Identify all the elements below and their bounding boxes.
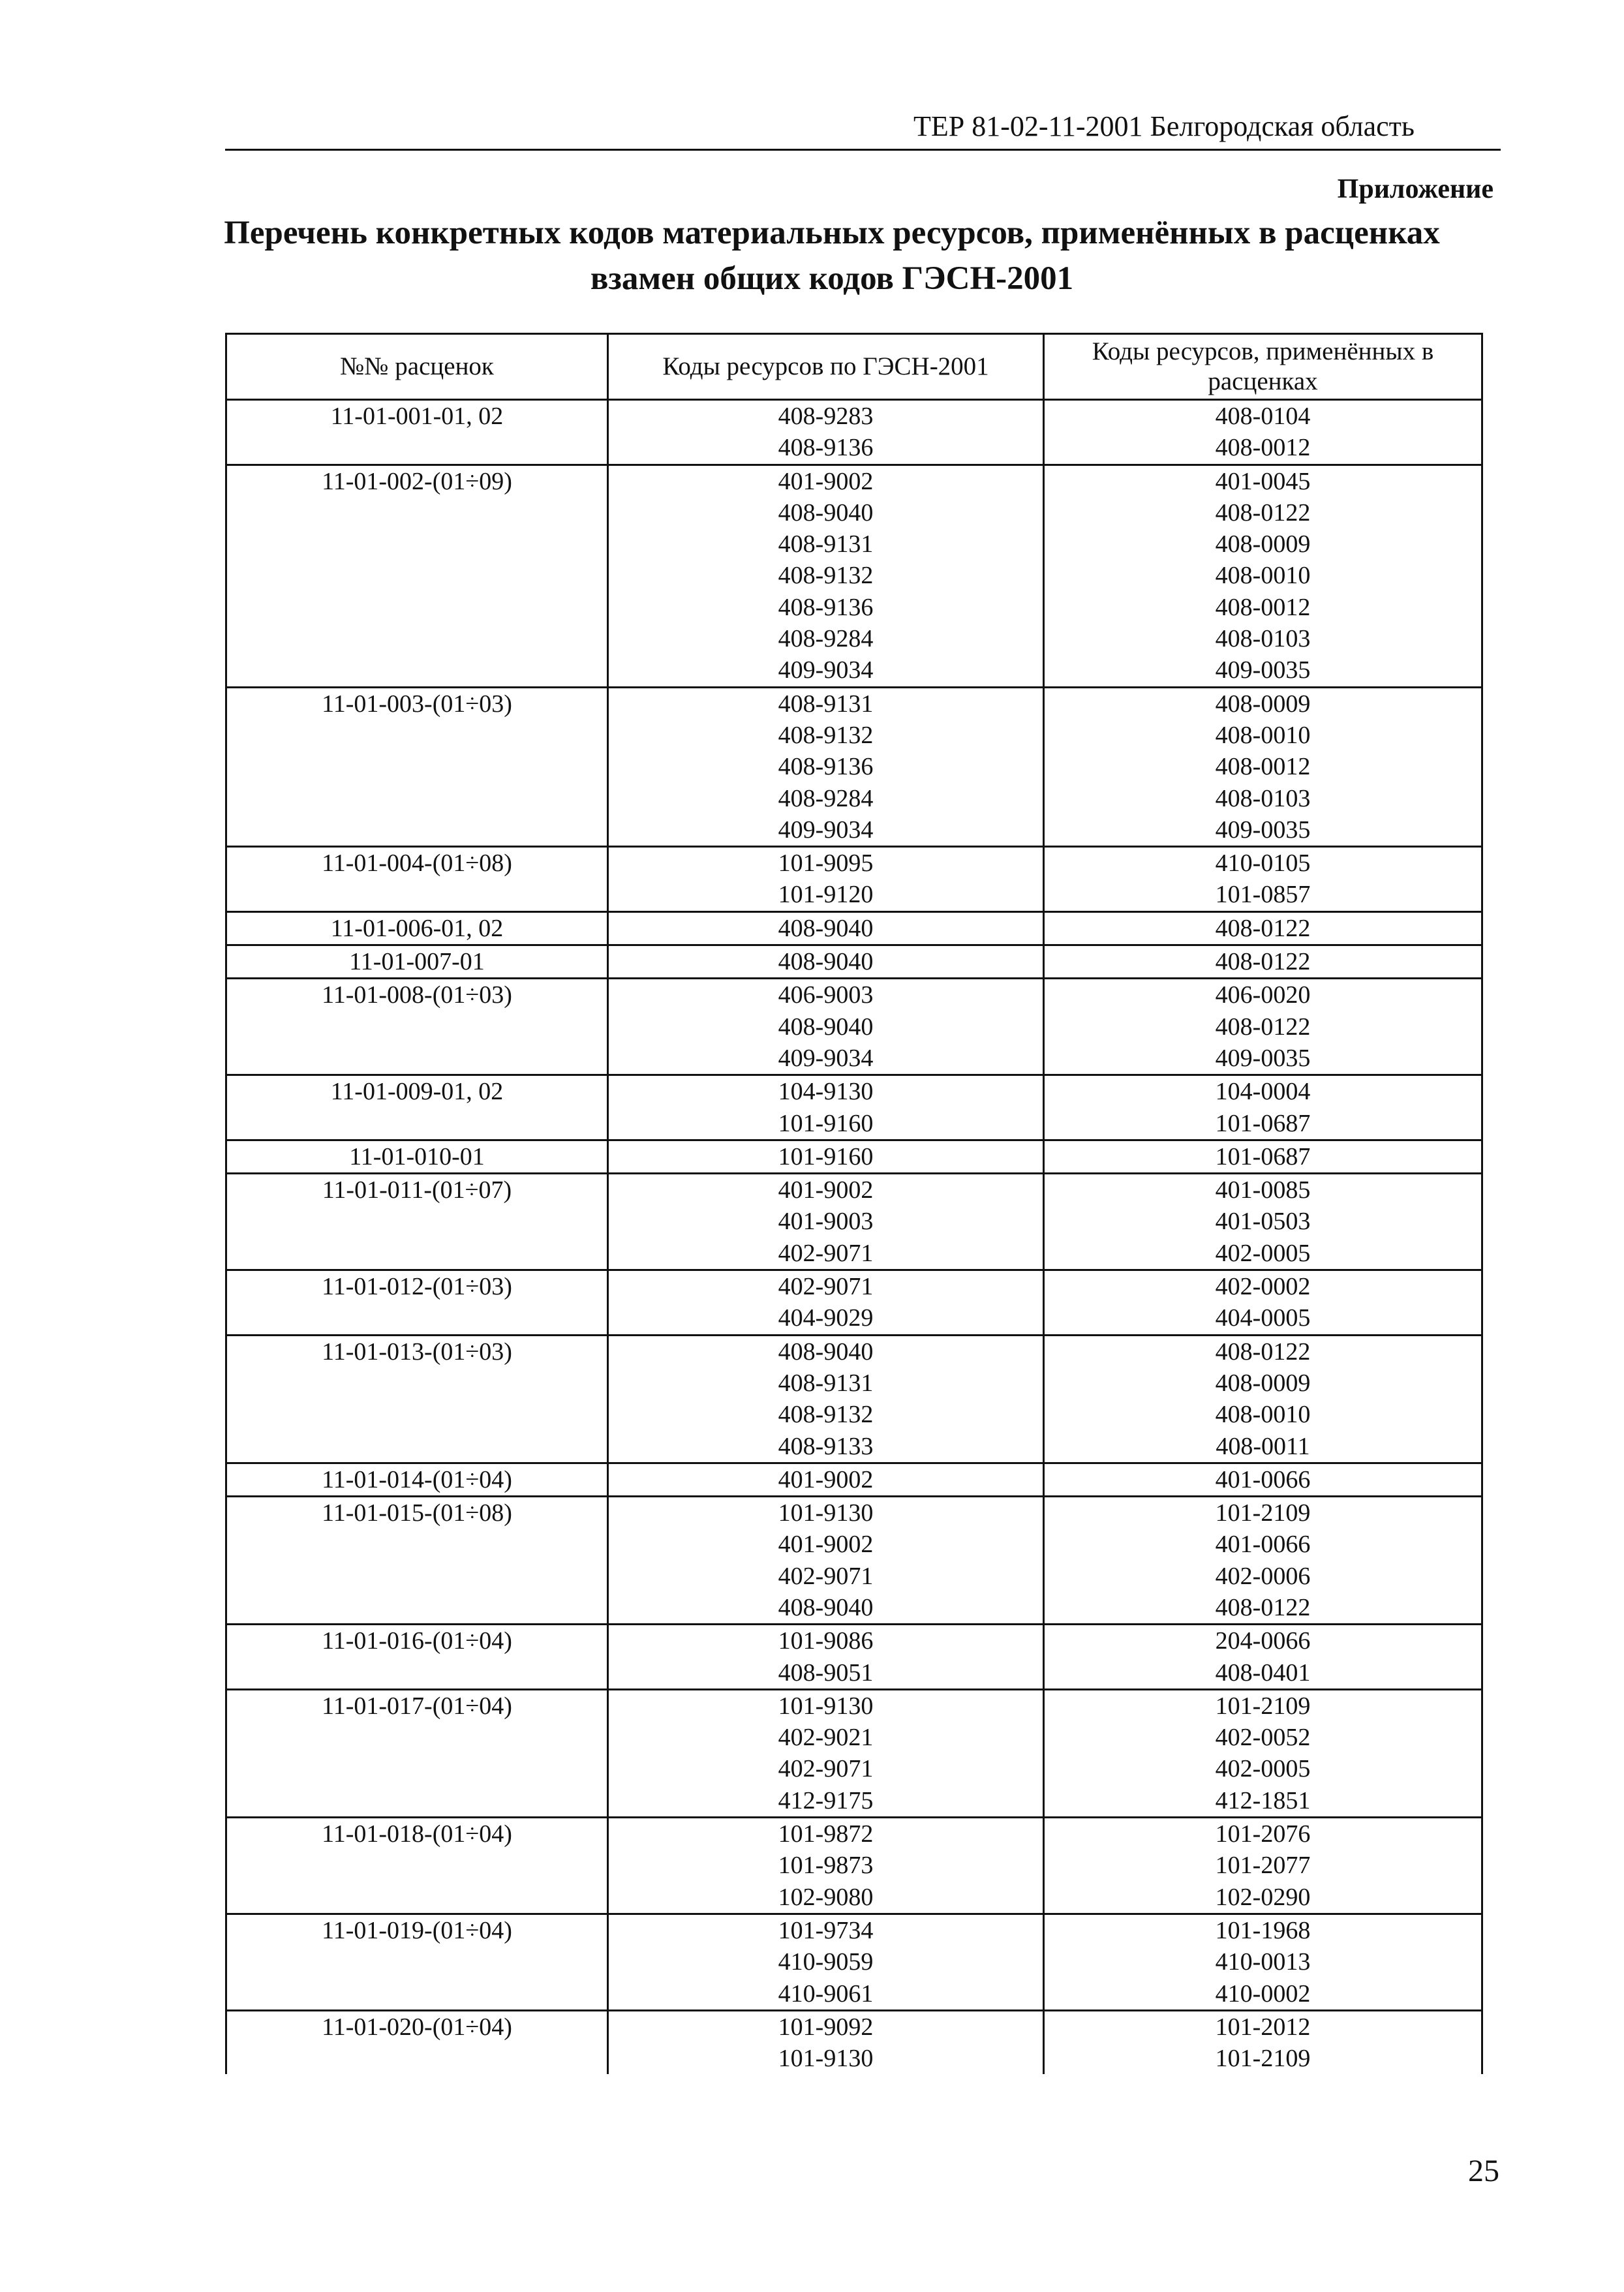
rate-number-cell: 11-01-011-(01÷07) bbox=[226, 1174, 608, 1270]
table-row bbox=[226, 945, 1482, 979]
applied-codes-cell: 101-2109 402-0052 402-0005 412-1851 bbox=[1044, 1689, 1482, 1817]
rate-number-cell: 11-01-007-01 bbox=[226, 945, 608, 979]
gesn-codes-cell: 401-9002 401-9003 402-9071 bbox=[608, 1174, 1044, 1270]
rate-number-cell: 11-01-020-(01÷04) bbox=[226, 2010, 608, 2074]
table-row bbox=[226, 847, 1482, 912]
rate-number-cell: 11-01-002-(01÷09) bbox=[226, 465, 608, 687]
title-line-2: взамен общих кодов ГЭСН-2001 bbox=[590, 260, 1074, 297]
applied-codes-cell: 401-0085 401-0503 402-0005 bbox=[1044, 1174, 1482, 1270]
title-line-1: Перечень конкретных кодов материальных ресурсов, применённых в расценках bbox=[224, 215, 1440, 251]
applied-codes-cell: 402-0002 404-0005 bbox=[1044, 1270, 1482, 1336]
table-row bbox=[226, 1818, 1482, 1914]
table-row bbox=[226, 1140, 1482, 1173]
gesn-codes-cell: 101-9734 410-9059 410-9061 bbox=[608, 1914, 1044, 2010]
appendix-label: Приложение bbox=[1337, 174, 1494, 204]
gesn-codes-cell: 101-9872 101-9873 102-9080 bbox=[608, 1818, 1044, 1914]
rate-number-cell: 11-01-009-01, 02 bbox=[226, 1075, 608, 1140]
applied-codes-cell: 408-0122 bbox=[1044, 911, 1482, 945]
document-id: ТЕР 81-02-11-2001 Белгородская область bbox=[913, 110, 1415, 142]
rate-number-cell: 11-01-010-01 bbox=[226, 1140, 608, 1173]
applied-codes-cell: 408-0009 408-0010 408-0012 408-0103 409-0035 bbox=[1044, 687, 1482, 846]
gesn-codes-cell: 101-9086 408-9051 bbox=[608, 1625, 1044, 1690]
rate-number-cell: 11-01-012-(01÷03) bbox=[226, 1270, 608, 1336]
applied-codes-cell: 401-0045 408-0122 408-0009 408-0010 408-0012 408-0103 409-0035 bbox=[1044, 465, 1482, 687]
rate-number-cell: 11-01-006-01, 02 bbox=[226, 911, 608, 945]
applied-codes-cell: 401-0066 bbox=[1044, 1463, 1482, 1496]
table-row bbox=[226, 687, 1482, 846]
rate-number-cell: 11-01-018-(01÷04) bbox=[226, 1818, 608, 1914]
rate-number-cell: 11-01-014-(01÷04) bbox=[226, 1463, 608, 1496]
applied-codes-cell: 408-0104 408-0012 bbox=[1044, 400, 1482, 465]
gesn-codes-cell: 402-9071 404-9029 bbox=[608, 1270, 1044, 1336]
rate-number-cell: 11-01-015-(01÷08) bbox=[226, 1497, 608, 1625]
applied-codes-cell: 408-0122 bbox=[1044, 945, 1482, 979]
gesn-codes-cell: 101-9092 101-9130 bbox=[608, 2010, 1044, 2074]
column-header-applied-codes: Коды ресурсов, применённых в расценках bbox=[1044, 334, 1482, 400]
applied-codes-cell: 104-0004 101-0687 bbox=[1044, 1075, 1482, 1140]
gesn-codes-cell: 101-9095 101-9120 bbox=[608, 847, 1044, 912]
applied-codes-cell: 204-0066 408-0401 bbox=[1044, 1625, 1482, 1690]
rate-number-cell: 11-01-004-(01÷08) bbox=[226, 847, 608, 912]
applied-codes-cell: 410-0105 101-0857 bbox=[1044, 847, 1482, 912]
gesn-codes-cell: 101-9130 401-9002 402-9071 408-9040 bbox=[608, 1497, 1044, 1625]
table-row bbox=[226, 1270, 1482, 1336]
table-body bbox=[226, 400, 1482, 2075]
gesn-codes-cell: 101-9130 402-9021 402-9071 412-9175 bbox=[608, 1689, 1044, 1817]
gesn-codes-cell: 408-9131 408-9132 408-9136 408-9284 409-9034 bbox=[608, 687, 1044, 846]
table-row bbox=[226, 1174, 1482, 1270]
gesn-codes-cell: 406-9003 408-9040 409-9034 bbox=[608, 979, 1044, 1075]
table-row bbox=[226, 1625, 1482, 1690]
table-row bbox=[226, 979, 1482, 1075]
page-number: 25 bbox=[1468, 2154, 1499, 2188]
gesn-codes-cell: 401-9002 408-9040 408-9131 408-9132 408-9136 408-9284 409-9034 bbox=[608, 465, 1044, 687]
table-row bbox=[226, 1497, 1482, 1625]
table-row bbox=[226, 400, 1482, 465]
applied-codes-cell: 101-1968 410-0013 410-0002 bbox=[1044, 1914, 1482, 2010]
applied-codes-cell: 408-0122 408-0009 408-0010 408-0011 bbox=[1044, 1335, 1482, 1463]
applied-codes-cell: 101-2109 401-0066 402-0006 408-0122 bbox=[1044, 1497, 1482, 1625]
table-row bbox=[226, 1335, 1482, 1463]
gesn-codes-cell: 408-9283 408-9136 bbox=[608, 400, 1044, 465]
applied-codes-cell: 406-0020 408-0122 409-0035 bbox=[1044, 979, 1482, 1075]
gesn-codes-cell: 104-9130 101-9160 bbox=[608, 1075, 1044, 1140]
gesn-codes-cell: 408-9040 408-9131 408-9132 408-9133 bbox=[608, 1335, 1044, 1463]
table-row bbox=[226, 1463, 1482, 1496]
gesn-codes-cell: 408-9040 bbox=[608, 911, 1044, 945]
header-rule bbox=[225, 149, 1501, 151]
rate-number-cell: 11-01-019-(01÷04) bbox=[226, 1914, 608, 2010]
table-row bbox=[226, 1075, 1482, 1140]
resource-codes-table bbox=[225, 333, 1483, 2074]
table-row bbox=[226, 465, 1482, 687]
applied-codes-cell: 101-2012 101-2109 bbox=[1044, 2010, 1482, 2074]
gesn-codes-cell: 401-9002 bbox=[608, 1463, 1044, 1496]
rate-number-cell: 11-01-017-(01÷04) bbox=[226, 1689, 608, 1817]
table-row bbox=[226, 2010, 1482, 2074]
column-header-gesn-codes: Коды ресурсов по ГЭСН-2001 bbox=[608, 334, 1044, 400]
column-header-rate: №№ расценок bbox=[226, 334, 608, 400]
gesn-codes-cell: 101-9160 bbox=[608, 1140, 1044, 1173]
rate-number-cell: 11-01-013-(01÷03) bbox=[226, 1335, 608, 1463]
rate-number-cell: 11-01-008-(01÷03) bbox=[226, 979, 608, 1075]
applied-codes-cell: 101-0687 bbox=[1044, 1140, 1482, 1173]
rate-number-cell: 11-01-001-01, 02 bbox=[226, 400, 608, 465]
applied-codes-cell: 101-2076 101-2077 102-0290 bbox=[1044, 1818, 1482, 1914]
table-header-row bbox=[226, 334, 1482, 400]
table-row bbox=[226, 911, 1482, 945]
page-title bbox=[196, 210, 1468, 301]
table-row bbox=[226, 1914, 1482, 2010]
gesn-codes-cell: 408-9040 bbox=[608, 945, 1044, 979]
table-row bbox=[226, 1689, 1482, 1817]
rate-number-cell: 11-01-003-(01÷03) bbox=[226, 687, 608, 846]
rate-number-cell: 11-01-016-(01÷04) bbox=[226, 1625, 608, 1690]
